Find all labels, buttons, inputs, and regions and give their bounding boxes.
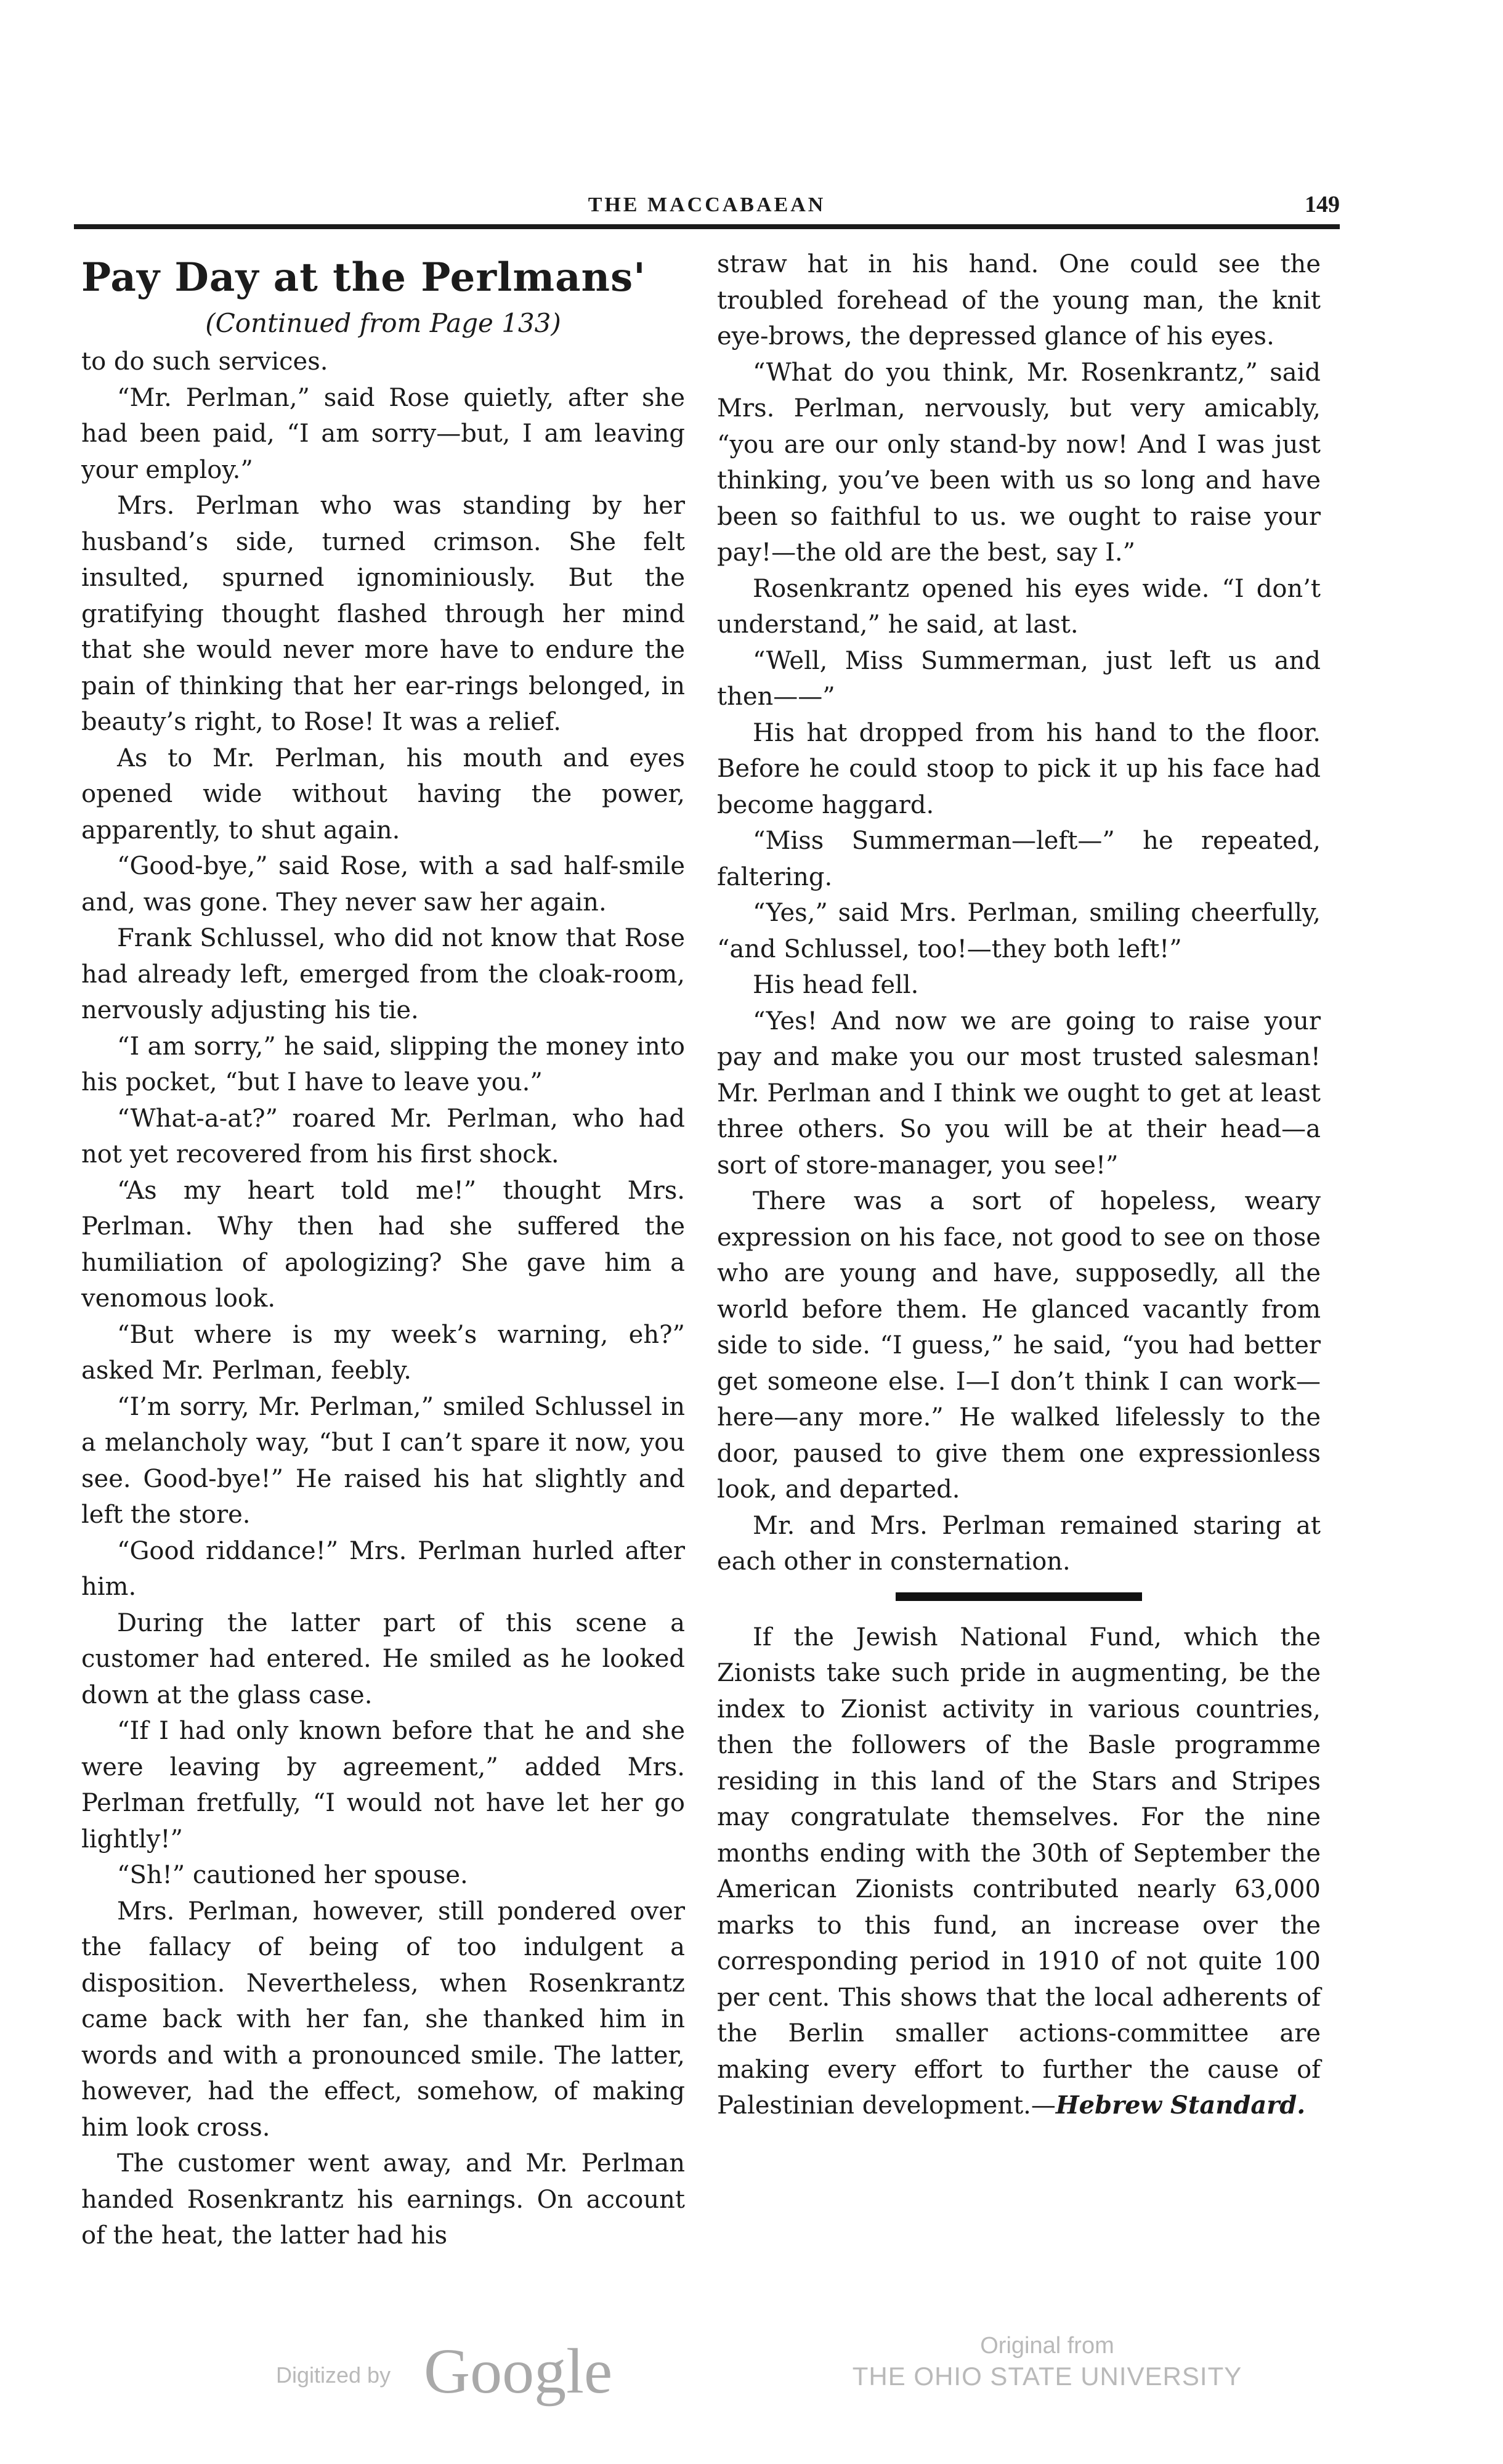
paragraph: “But where is my week’s warning, eh?” asked Mr. Perlman, feebly. bbox=[81, 1320, 685, 1385]
paragraph: The customer went away, and Mr. Perlman handed Rosenkrantz his earnings. On account of the heat, the latter had his bbox=[81, 2149, 685, 2250]
paragraph: “Yes,” said Mrs. Perlman, smiling cheerfully, “and Schlussel, too!—they both left!” bbox=[717, 899, 1321, 963]
paragraph: His hat dropped from his hand to the floor. Before he could stoop to pick it up his face had become haggard. bbox=[717, 718, 1321, 819]
paragraph: “If I had only known before that he and she were leaving by agreement,” added Mrs. Perlman fretfully, “I would not have let her go lightly!” bbox=[81, 1717, 685, 1854]
right-column bbox=[717, 246, 1321, 2124]
news-item bbox=[717, 1619, 1321, 2124]
institution-name: THE OHIO STATE UNIVERSITY bbox=[852, 2362, 1242, 2391]
digitized-by-label: Digitized by bbox=[276, 2362, 391, 2388]
paragraph: “Sh!” cautioned her spouse. bbox=[117, 1861, 468, 1889]
journal-title: THE MACCABAEAN bbox=[588, 193, 826, 216]
news-item-text: If the Jewish National Fund, which the Zionists take such pride in augmenting, be the index to Zionist activity in various countries, then the followers of the Basle programme residing in this land of the Stars and Stripes may congratulate themselves. For the nine months ending with the 30th of September the American Zionists contributed nearly 63,000 marks to this fund, an increase over the corresponding period in 1910 of not quite 100 per cent. This shows that the local adherents of the Berlin smaller actions-committee are making every effort to further the cause of Palestinian development.— bbox=[717, 1623, 1321, 2120]
paragraph: to do such services. bbox=[81, 347, 328, 376]
paragraph: During the latter part of this scene a customer had entered. He smiled as he looked down at the glass case. bbox=[81, 1608, 685, 1709]
paragraph: “Mr. Perlman,” said Rose quietly, after she had been paid, “I am sorry—but, I am leaving your employ.” bbox=[81, 383, 685, 484]
paragraph: Mrs. Perlman, however, still pondered over the fallacy of being of too indulgent a disposition. Nevertheless, when Rosenkrantz came back with her fan, she thanked him in words and with a pronounced smile. The latter, however, had the effect, somehow, of making him look cross. bbox=[81, 1897, 685, 2142]
paragraph: Frank Schlussel, who did not know that Rose had already left, emerged from the cloak-room, nervously adjusting his tie. bbox=[81, 924, 685, 1024]
paragraph: Mrs. Perlman who was standing by her husband’s side, turned crimson. She felt insulted, spurned ignominiously. But the gratifying thought flashed through her mind that she would never more have to endure the pain of thinking that her ear-rings belonged, in beauty’s right, to Rose! It was a relief. bbox=[81, 492, 685, 736]
news-item-credit: Hebrew Standard. bbox=[1055, 2091, 1306, 2120]
paragraph: Rosenkrantz opened his eyes wide. “I don’t understand,” he said, at last. bbox=[717, 574, 1321, 639]
paragraph: “I am sorry,” he said, slipping the money into his pocket, “but I have to leave you.” bbox=[81, 1032, 685, 1096]
paragraph: Mr. and Mrs. Perlman remained staring at each other in consternation. bbox=[717, 1511, 1321, 1576]
paragraph: “What-a-at?” roared Mr. Perlman, who had not yet recovered from his first shock. bbox=[81, 1104, 685, 1169]
original-from-label: Original from bbox=[980, 2333, 1114, 2359]
page-number: 149 bbox=[1305, 192, 1340, 217]
paragraph: “As my heart told me!” thought Mrs. Perlman. Why then had she suffered the humiliation of apologizing? She gave him a venomous look. bbox=[81, 1176, 685, 1313]
paragraph: His head fell. bbox=[753, 971, 919, 999]
left-column bbox=[81, 246, 685, 2254]
paragraph: “Good riddance!” Mrs. Perlman hurled after him. bbox=[81, 1536, 685, 1601]
paragraph: As to Mr. Perlman, his mouth and eyes opened wide without having the power, apparently, to shut again. bbox=[81, 744, 685, 845]
paragraph: straw hat in his hand. One could see the troubled forehead of the young man, the knit eye-brows, the depressed glance of his eyes. bbox=[717, 250, 1321, 351]
paragraph: “Well, Miss Summerman, just left us and then——” bbox=[717, 646, 1321, 711]
paragraph: There was a sort of hopeless, weary expression on his face, not good to see on those who are young and have, supposedly, all the world before them. He glanced vacantly from side to side. “I guess,” he said, “you had better get someone else. I—I don’t think I can work—here—any more.” He walked lifelessly to the door, paused to give them one expressionless look, and departed. bbox=[717, 1187, 1321, 1504]
google-logo: Google bbox=[424, 2336, 613, 2407]
continued-note: (Continued from Page 133) bbox=[205, 308, 561, 338]
paragraph: “I’m sorry, Mr. Perlman,” smiled Schlussel in a melancholy way, “but I can’t spare it now, you see. Good-bye!” He raised his hat slightly and left the store. bbox=[81, 1392, 685, 1529]
paragraph: “What do you think, Mr. Rosenkrantz,” said Mrs. Perlman, nervously, but very amicably, “you are our only stand-by now! And I was just thinking, you’ve been with us so long and have been so faithful to us. we ought to raise your pay!—the old are the best, say I.” bbox=[717, 358, 1321, 567]
paragraph: “Yes! And now we are going to raise your pay and make you our most trusted salesman! Mr. Perlman and I think we ought to get at least three others. So you will be at their head—a sort of store-manager, you see!” bbox=[717, 1007, 1321, 1180]
running-header bbox=[74, 193, 1340, 218]
section-divider bbox=[896, 1592, 1142, 1601]
article-title: Pay Day at the Perlmans' bbox=[81, 254, 646, 301]
paragraph: “Miss Summerman—left—” he repeated, faltering. bbox=[717, 827, 1321, 891]
paragraph: “Good-bye,” said Rose, with a sad half-smile and, was gone. They never saw her again. bbox=[81, 852, 685, 917]
header-rule bbox=[74, 224, 1340, 229]
provenance-note bbox=[838, 2331, 1257, 2393]
